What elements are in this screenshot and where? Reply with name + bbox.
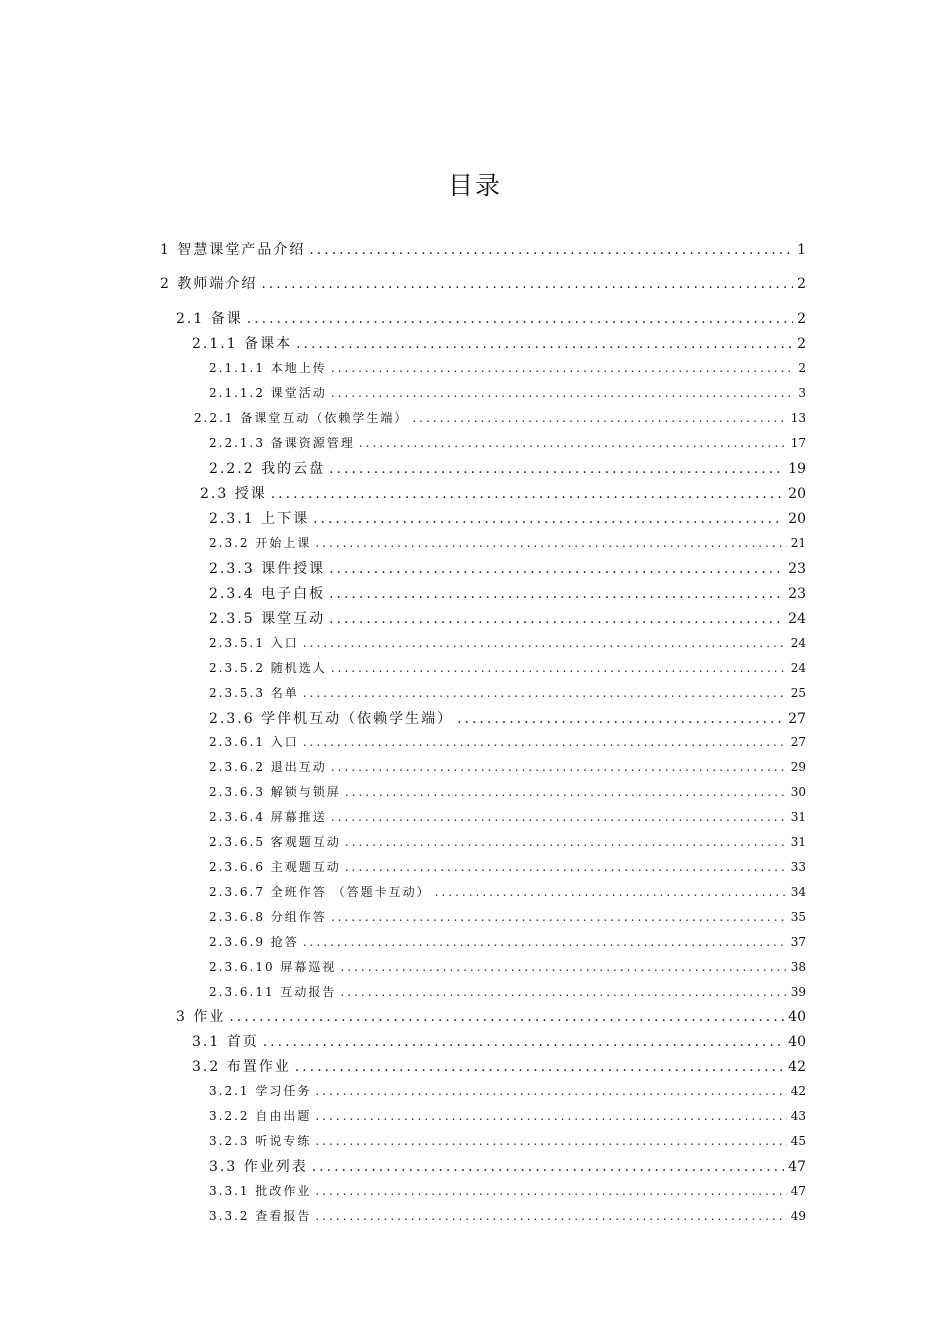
toc-entry-label: 3.3.1 批改作业	[209, 1184, 312, 1198]
toc-entry-page-number: 2	[798, 361, 806, 375]
toc-entry[interactable]	[209, 659, 806, 679]
toc-entry-label: 3.2.1 学习任务	[209, 1084, 312, 1098]
toc-entry-label: 2.3.6.6 主观题互动	[209, 860, 341, 874]
toc-dot-leader	[435, 885, 787, 899]
toc-entry-page-number: 35	[790, 910, 806, 924]
toc-entry[interactable]	[209, 583, 806, 603]
toc-entry[interactable]	[160, 239, 806, 259]
toc-entry-label: 2.3.6.9 抢答	[209, 935, 299, 949]
toc-dot-leader	[315, 1134, 786, 1148]
toc-entry[interactable]	[209, 958, 806, 978]
toc-entry[interactable]	[209, 1207, 806, 1227]
toc-entry-page-number: 1	[797, 242, 806, 258]
toc-dot-leader	[329, 586, 784, 602]
toc-entry-page-number: 27	[790, 735, 806, 749]
toc-entry[interactable]	[209, 384, 806, 404]
toc-entry[interactable]	[192, 1056, 806, 1076]
toc-entry-page-number: 21	[790, 536, 806, 550]
toc-entry-label: 1 智慧课堂产品介绍	[160, 242, 306, 258]
toc-dot-leader	[329, 611, 784, 627]
toc-entry-label: 2.2.2 我的云盘	[209, 461, 326, 477]
toc-entry-label: 2.3.6.8 分组作答	[209, 910, 327, 924]
toc-dot-leader	[315, 536, 786, 550]
toc-entry-label: 2.3.6.4 屏幕推送	[209, 810, 327, 824]
toc-dot-leader	[331, 910, 787, 924]
toc-entry-label: 2.1 备课	[176, 311, 243, 327]
toc-entry-page-number: 29	[790, 760, 806, 774]
toc-entry-page-number: 31	[790, 835, 806, 849]
toc-entry-label: 3.2.2 自由出题	[209, 1109, 312, 1123]
toc-entry-page-number: 31	[790, 810, 806, 824]
toc-entry[interactable]	[192, 1031, 806, 1051]
toc-dot-leader	[345, 835, 787, 849]
toc-entry[interactable]	[209, 458, 806, 478]
toc-entry-page-number: 33	[790, 860, 806, 874]
toc-entry[interactable]	[209, 508, 806, 528]
toc-entry-label: 2.2.1.3 备课资源管理	[209, 436, 355, 450]
toc-dot-leader	[312, 1159, 784, 1175]
toc-entry-page-number: 3	[798, 386, 806, 400]
toc-entry-page-number: 13	[790, 411, 806, 425]
toc-entry-label: 2.3.6.7 全班作答 （答题卡互动）	[209, 885, 431, 899]
toc-dot-leader	[261, 276, 793, 292]
toc-dot-leader	[457, 711, 784, 727]
toc-entry-page-number: 24	[790, 636, 806, 650]
toc-entry[interactable]	[209, 758, 806, 778]
toc-entry[interactable]	[192, 333, 806, 353]
toc-entry[interactable]	[209, 983, 806, 1003]
toc-entry[interactable]	[209, 634, 806, 654]
toc-dot-leader	[340, 985, 786, 999]
toc-entry-label: 2.1.1.1 本地上传	[209, 361, 327, 375]
toc-entry-label: 2.3.6.5 客观题互动	[209, 835, 341, 849]
toc-entry-page-number: 19	[788, 461, 806, 477]
toc-entry[interactable]	[209, 684, 806, 704]
toc-entry-page-number: 43	[790, 1109, 806, 1123]
toc-entry[interactable]	[209, 883, 806, 903]
toc-entry-label: 3.1 首页	[192, 1034, 259, 1050]
toc-entry-page-number: 40	[788, 1034, 806, 1050]
toc-entry-page-number: 24	[788, 611, 806, 627]
toc-entry-page-number: 42	[790, 1084, 806, 1098]
toc-entry-label: 2.2.1 备课堂互动（依赖学生端）	[194, 411, 409, 425]
toc-entry-page-number: 2	[797, 336, 806, 352]
toc-entry-page-number: 17	[790, 436, 806, 450]
toc-entry-label: 2.3.4 电子白板	[209, 586, 326, 602]
toc-dot-leader	[271, 486, 784, 502]
toc-entry[interactable]	[176, 308, 806, 328]
toc-entry-label: 2.1.1 备课本	[192, 336, 293, 352]
toc-entry-label: 2.3.5.2 随机选人	[209, 661, 327, 675]
toc-dot-leader	[247, 311, 793, 327]
toc-dot-leader	[331, 661, 787, 675]
toc-dot-leader	[329, 561, 784, 577]
toc-entry[interactable]	[209, 733, 806, 753]
toc-dot-leader	[331, 810, 787, 824]
toc-entry-page-number: 2	[797, 311, 806, 327]
toc-dot-leader	[345, 785, 787, 799]
toc-entry-page-number: 23	[788, 561, 806, 577]
toc-dot-leader	[315, 1209, 786, 1223]
toc-entry[interactable]	[209, 708, 806, 728]
toc-dot-leader	[329, 461, 784, 477]
toc-dot-leader	[296, 336, 793, 352]
toc-entry-label: 2.1.1.2 课堂活动	[209, 386, 327, 400]
toc-entry-page-number: 39	[790, 985, 806, 999]
toc-entry-label: 3 作业	[176, 1009, 226, 1025]
toc-dot-leader	[315, 1109, 786, 1123]
toc-entry-page-number: 20	[788, 486, 806, 502]
toc-entry-page-number: 37	[790, 935, 806, 949]
toc-entry[interactable]	[209, 359, 806, 379]
toc-entry-label: 3.2.3 听说专练	[209, 1134, 312, 1148]
toc-entry-label: 2.3 授课	[200, 486, 267, 502]
toc-entry-page-number: 49	[790, 1209, 806, 1223]
toc-entry[interactable]	[209, 434, 806, 454]
toc-dot-leader	[295, 1059, 784, 1075]
toc-entry-page-number: 24	[790, 661, 806, 675]
toc-entry-page-number: 45	[790, 1134, 806, 1148]
toc-entry-label: 2.3.6.10 屏幕巡视	[209, 960, 337, 974]
toc-entry[interactable]	[200, 483, 806, 503]
toc-entry-page-number: 40	[788, 1009, 806, 1025]
toc-dot-leader	[315, 1184, 786, 1198]
toc-entry-page-number: 30	[790, 785, 806, 799]
toc-dot-leader	[303, 686, 787, 700]
toc-dot-leader	[331, 386, 795, 400]
toc-entry[interactable]	[209, 833, 806, 853]
toc-entry-page-number: 34	[790, 885, 806, 899]
toc-entry-page-number: 38	[790, 960, 806, 974]
toc-entry[interactable]	[209, 858, 806, 878]
toc-entry[interactable]	[209, 808, 806, 828]
toc-entry[interactable]	[209, 1082, 806, 1102]
toc-entry-page-number: 47	[788, 1159, 806, 1175]
toc-dot-leader	[229, 1009, 784, 1025]
toc-entry-label: 2.3.1 上下课	[209, 511, 310, 527]
toc-dot-leader	[359, 436, 787, 450]
toc-entry[interactable]	[209, 1107, 806, 1127]
toc-entry-page-number: 47	[790, 1184, 806, 1198]
toc-entry-label: 3.3 作业列表	[209, 1159, 308, 1175]
toc-entry-label: 2.3.5 课堂互动	[209, 611, 326, 627]
toc-entry-label: 2.3.6.3 解锁与锁屏	[209, 785, 341, 799]
toc-entry[interactable]	[209, 933, 806, 953]
toc-entry-label: 2.3.6.2 退出互动	[209, 760, 327, 774]
toc-dot-leader	[340, 960, 786, 974]
toc-dot-leader	[303, 735, 787, 749]
toc-dot-leader	[331, 760, 787, 774]
toc-title: 目录	[447, 171, 502, 200]
toc-entry-page-number: 42	[788, 1059, 806, 1075]
toc-entry[interactable]	[209, 1132, 806, 1152]
toc-entry-label: 2.3.3 课件授课	[209, 561, 326, 577]
toc-entry-page-number: 2	[797, 276, 806, 292]
toc-dot-leader	[315, 1084, 786, 1098]
toc-entry-page-number: 23	[788, 586, 806, 602]
toc-entry-label: 2 教师端介绍	[160, 276, 258, 292]
toc-entry-page-number: 20	[788, 511, 806, 527]
toc-entry[interactable]	[209, 783, 806, 803]
toc-entry[interactable]	[209, 1182, 806, 1202]
toc-dot-leader	[263, 1034, 784, 1050]
toc-entry-label: 2.3.2 开始上课	[209, 536, 312, 550]
toc-entry[interactable]	[160, 273, 806, 293]
toc-entry[interactable]	[194, 409, 806, 429]
toc-entry-page-number: 25	[790, 686, 806, 700]
toc-entry-label: 2.3.6 学伴机互动（依赖学生端）	[209, 711, 454, 727]
toc-dot-leader	[309, 242, 793, 258]
toc-dot-leader	[345, 860, 787, 874]
toc-entry-label: 3.3.2 查看报告	[209, 1209, 312, 1223]
toc-dot-leader	[303, 636, 787, 650]
toc-entry-label: 2.3.5.3 名单	[209, 686, 299, 700]
toc-entry[interactable]	[209, 558, 806, 578]
toc-dot-leader	[313, 511, 784, 527]
toc-entry-label: 3.2 布置作业	[192, 1059, 291, 1075]
toc-dot-leader	[412, 411, 786, 425]
toc-entry-label: 2.3.6.11 互动报告	[209, 985, 337, 999]
toc-entry[interactable]	[209, 1156, 806, 1176]
toc-entry[interactable]	[209, 608, 806, 628]
toc-entry[interactable]	[176, 1006, 806, 1026]
toc-entry[interactable]	[209, 534, 806, 554]
toc-entry-label: 2.3.6.1 入口	[209, 735, 299, 749]
toc-entry-page-number: 27	[788, 711, 806, 727]
toc-entry-label: 2.3.5.1 入口	[209, 636, 299, 650]
toc-dot-leader	[303, 935, 787, 949]
toc-entry[interactable]	[209, 908, 806, 928]
toc-dot-leader	[331, 361, 795, 375]
